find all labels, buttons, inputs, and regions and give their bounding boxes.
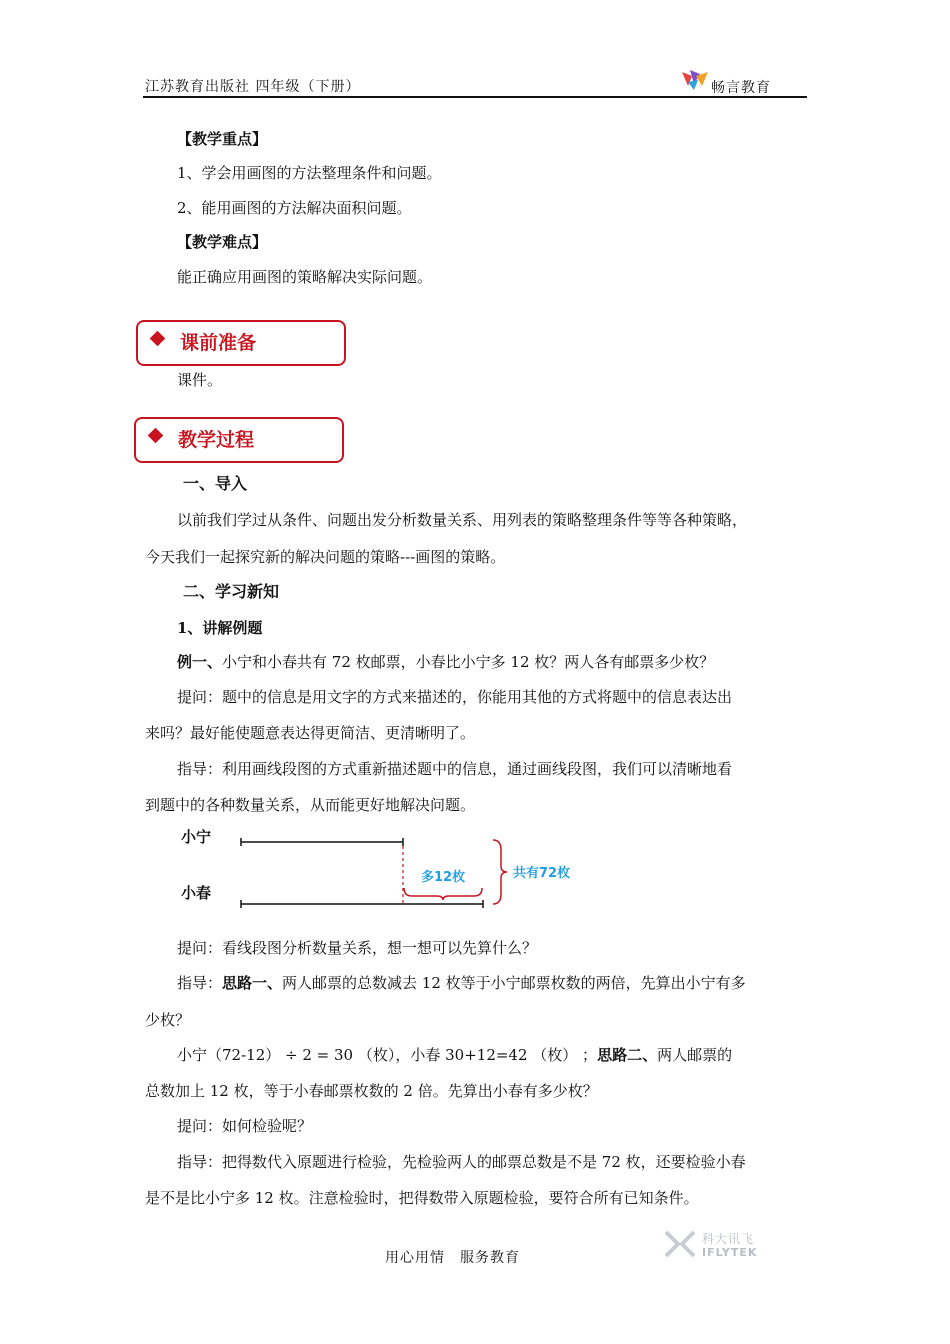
changyan-logo-icon <box>680 66 710 96</box>
iflytek-cn: 科大讯飞 <box>702 1232 755 1246</box>
diagram-diff-label: 多12枚 <box>421 870 466 885</box>
guide-2-rest: 两人邮票的总数减去 12 枚等于小宁邮票枚数的两倍，先算出小宁有多 <box>282 974 746 992</box>
prep-heading-label: 课前准备 <box>180 332 257 354</box>
process-section-heading <box>134 417 344 463</box>
question-2: 提问：看线段图分析数量关系，想一想可以先算什么？ <box>177 939 538 957</box>
intro-line-2: 今天我们一起探究新的解决问题的策略---画图的策略。 <box>145 548 506 566</box>
iflytek-logo <box>664 1228 774 1264</box>
calc-line-1 <box>177 1045 732 1065</box>
example-text: 小宁和小春共有 72 枚邮票，小春比小宁多 12 枚？两人各有邮票多少枚？ <box>222 653 715 671</box>
idea-one-label: 思路一、 <box>222 974 283 992</box>
difficult-point-text: 能正确应用画图的策略解决实际问题。 <box>177 268 433 286</box>
new-knowledge-title: 二、学习新知 <box>183 582 280 601</box>
diagram-label-xiaoning: 小宁 <box>181 828 212 846</box>
intro-title: 一、导入 <box>183 474 248 493</box>
idea-two-label: 思路二、 <box>597 1046 658 1064</box>
guide-3-line-2: 是不是比小宁多 12 枚。注意检验时，把得数带入原题检验，要符合所有已知条件。 <box>145 1189 699 1207</box>
key-point-1: 1、学会用画图的方法整理条件和问题。 <box>177 164 442 182</box>
iflytek-en: IFLYTEK <box>702 1246 758 1259</box>
diagram-label-xiaochun: 小春 <box>181 884 212 902</box>
header-publisher: 江苏教育出版社 四年级（下册） <box>145 79 361 95</box>
iflytek-mark-icon <box>664 1228 698 1260</box>
guide-2-prefix: 指导： <box>177 974 223 992</box>
calc-part-1: 小宁（72-12） ÷ 2 = 30 （枚），小春 30+12=42 （枚） ； <box>177 1046 598 1064</box>
prep-section-heading <box>136 320 346 366</box>
guide-1-line-2: 到题中的各种数量关系，从而能更好地解决问题。 <box>145 796 476 814</box>
diff-brace <box>404 888 482 900</box>
example-subtitle: 1、讲解例题 <box>177 619 263 637</box>
prep-text: 课件。 <box>177 371 223 389</box>
guide-1-line-1: 指导：利用画线段图的方式重新描述题中的信息，通过画线段图，我们可以清晰地看 <box>177 760 733 778</box>
process-heading-label: 教学过程 <box>178 429 255 451</box>
calc-line-2: 总数加上 12 枚，等于小春邮票枚数的 2 倍。先算出小春有多少枚？ <box>145 1082 598 1100</box>
header-divider <box>143 96 807 98</box>
diamond-icon <box>150 331 166 347</box>
line-segment-diagram <box>175 820 595 920</box>
guide-3-line-1: 指导：把得数代入原题进行检验，先检验两人的邮票总数是不是 72 枚，还要检验小春 <box>177 1153 746 1171</box>
question-1-line-1: 提问：题中的信息是用文字的方式来描述的，你能用其他的方式将题中的信息表达出 <box>177 688 733 706</box>
guide-2-line-2: 少枚？ <box>145 1011 191 1029</box>
header-brand: 畅言教育 <box>711 80 771 96</box>
footer-slogan: 用心用情 服务教育 <box>385 1250 520 1266</box>
question-1-line-2: 来吗？最好能使题意表达得更简洁、更清晰明了。 <box>145 724 476 742</box>
example-label: 例一、 <box>177 653 223 671</box>
calc-part-2: 两人邮票的 <box>657 1046 733 1064</box>
key-point-2: 2、能用画图的方法解决面积问题。 <box>177 199 412 217</box>
question-3: 提问：如何检验呢？ <box>177 1117 313 1135</box>
diamond-icon <box>148 428 164 444</box>
guide-2-line-1 <box>177 973 746 993</box>
key-points-title: 【教学重点】 <box>177 130 268 148</box>
total-brace <box>493 840 507 904</box>
intro-line-1: 以前我们学过从条件、问题出发分析数量关系、用列表的策略整理条件等等各种策略， <box>177 511 748 529</box>
difficult-points-title: 【教学难点】 <box>177 233 268 251</box>
example-one <box>177 652 714 672</box>
diagram-total-label: 共有72枚 <box>513 866 571 881</box>
